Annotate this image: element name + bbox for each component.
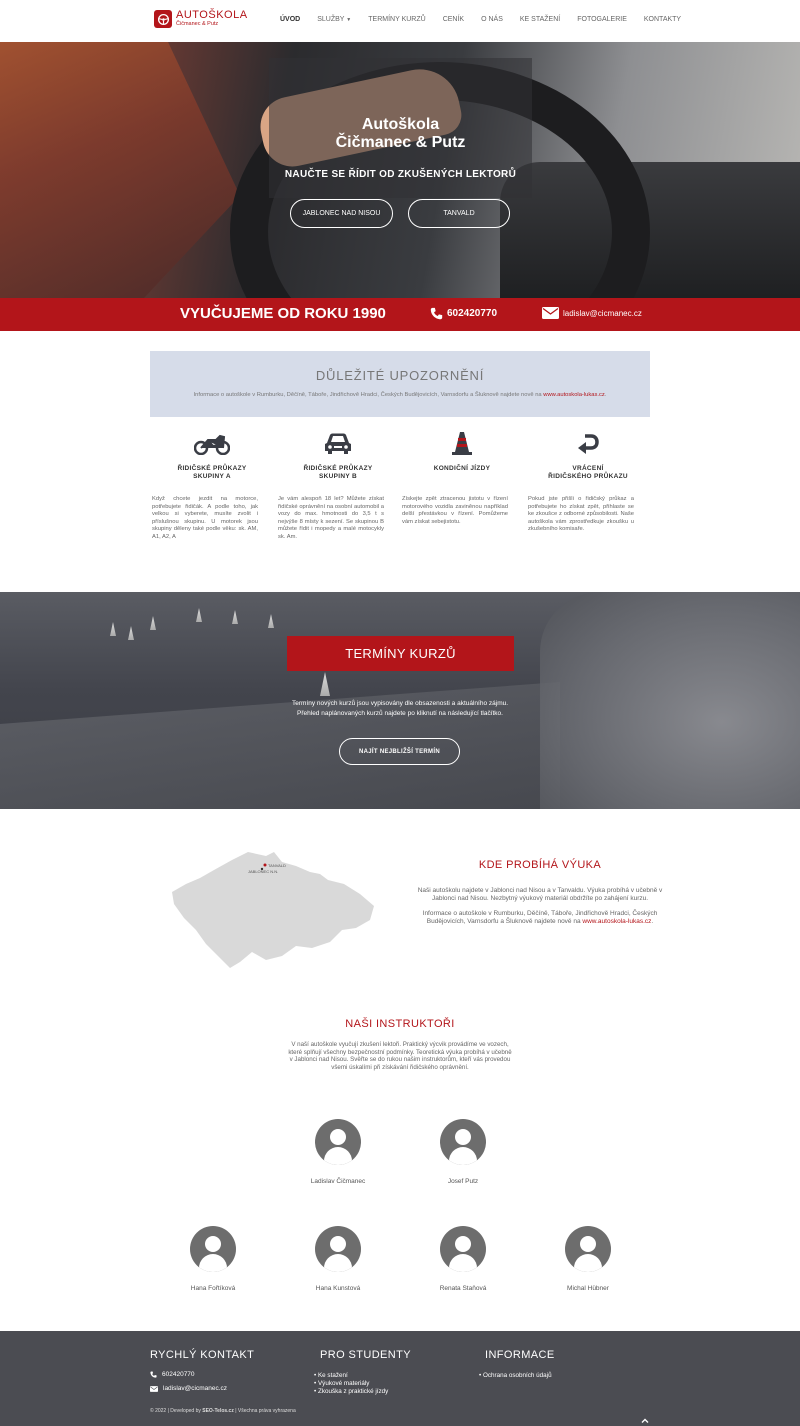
courses-photo-cone [320, 672, 330, 696]
courses-photo-cone [232, 610, 238, 624]
car-icon [318, 432, 358, 456]
location-link[interactable]: www.autoskola-lukas.cz [582, 918, 652, 925]
notice-text [150, 392, 650, 398]
hero-title-line1: Autoškola [361, 116, 440, 133]
service-vraceni-title-1: VRÁCENÍ [572, 465, 604, 472]
nav-fotogalerie[interactable]: FOTOGALERIE [577, 16, 627, 23]
tanvald-button[interactable]: TANVALD [408, 199, 510, 228]
instructor-name: Josef Putz [447, 1178, 479, 1185]
notice-link[interactable]: www.autoskola-lukas.cz [543, 392, 605, 398]
service-a-title-2: SKUPINY A [193, 473, 231, 480]
footer-link-ke-stazeni[interactable]: • Ke stažení [314, 1372, 348, 1379]
footer-contact-title: RYCHLÝ KONTAKT [150, 1349, 255, 1361]
service-b-title [292, 465, 384, 481]
service-vraceni-text: Pokud jste přišli o řidičský průkaz a potřebujete ho získat zpět, přihlaste se ke zkoušce z odborné způsobilosti. Naše autoškola vám zprostředkuje zkoušku u zkušebního komisaře. [528, 496, 634, 532]
bar-email[interactable] [542, 307, 642, 319]
location-text-1: Naši autoškolu najdete v Jablonci nad Nisou a v Tanvaldu. Výuka probíhá v učebně v Jablonci nad Nisou. Nezbytný výukový materiál obdržíte po zahájení kurzu. [417, 887, 663, 902]
footer-link-vyukove-materialy[interactable]: • Výukové materiály [314, 1380, 370, 1387]
instructor-name: Ladislav Čičmanec [310, 1178, 366, 1185]
envelope-icon [542, 307, 559, 319]
bar-phone[interactable] [430, 307, 497, 320]
notice-text-body: Informace o autoškole v Rumburku, Děčíně, Táboře, Jindřichově Hradci, Českých Budějovicích, Varnsdorfu a Šluknově najdete nově na [193, 392, 544, 398]
phone-icon [150, 1371, 157, 1378]
notice-text-end: . [604, 392, 607, 398]
hero-title-line2: Čičmanec & Putz [335, 134, 466, 151]
site-header [0, 0, 800, 42]
service-vraceni-title-2: ŘIDIČSKÉHO PRŮKAZU [548, 473, 628, 480]
instructor-card [163, 1226, 263, 1292]
instructor-card [288, 1119, 388, 1185]
since-text: VYUČUJEME OD ROKU 1990 [180, 305, 386, 322]
service-kondicni-text: Získejte zpět ztracenou jistotu v řízení motorového vozidla zaviněnou například delší přestávkou v řízení. Pomůžeme vám získat sebejistotu. [402, 496, 508, 525]
service-b-title-1: ŘIDIČSKÉ PRŮKAZY [303, 465, 373, 472]
jablonec-button[interactable]: JABLONEC NAD NISOU [290, 199, 393, 228]
instructor-name: Hana Fořtíková [190, 1285, 236, 1292]
avatar-icon [190, 1226, 236, 1272]
service-group-b [278, 432, 384, 540]
notice-box [150, 351, 650, 417]
map-label-tanvald: TANVALD [268, 863, 286, 868]
copyright-text-2: | Všechna práva vyhrazena [233, 1408, 296, 1414]
footer-link-zkouska-label: Zkouška z praktické jízdy [317, 1388, 389, 1395]
bar-phone-label: 602420770 [447, 308, 498, 319]
courses-text-2: Přehled naplánovaných kurzů najdete po kliknutí na následující tlačítko. [297, 710, 503, 717]
footer-students-title: PRO STUDENTY [320, 1349, 411, 1361]
footer-link-ke-stazeni-label: Ke stažení [317, 1372, 348, 1379]
courses-photo-cone [196, 608, 202, 622]
traffic-cone-icon [442, 432, 482, 456]
courses-photo-cone [268, 614, 274, 628]
footer-phone[interactable] [150, 1371, 195, 1378]
footer-email-label: ladislav@cicmanec.cz [163, 1385, 228, 1392]
location-text [410, 887, 670, 926]
courses-photo-cone [110, 622, 116, 636]
service-kondicni-title [416, 465, 508, 473]
hero-title [269, 116, 532, 152]
czech-map [170, 848, 376, 968]
service-group-a [152, 432, 258, 540]
footer-link-zkouska[interactable]: • Zkouška z praktické jízdy [314, 1388, 389, 1395]
footer-phone-label: 602420770 [162, 1371, 195, 1378]
copyright-text-1: © 2022 | Developed by [150, 1408, 203, 1414]
service-a-title-1: ŘIDIČSKÉ PRŮKAZY [177, 465, 247, 472]
steering-wheel-icon [154, 10, 172, 28]
courses-text [250, 699, 550, 719]
find-course-button[interactable]: NAJÍT NEJBLIŽŠÍ TERMÍN [339, 738, 460, 765]
logo[interactable] [154, 10, 248, 28]
service-b-title-2: SKUPINY B [319, 473, 357, 480]
avatar-icon [440, 1119, 486, 1165]
main-nav [280, 16, 698, 23]
location-text-2 [410, 910, 670, 926]
bar-email-label: ladislav@cicmanec.cz [563, 308, 642, 318]
instructor-card [413, 1226, 513, 1292]
service-b-text: Je vám alespoň 18 let? Můžete získat řidičské oprávnění na osobní automobil a vozy do max. hmotnosti do 3,5 t s nejvýše 8 místy k sezení. Se skupinou B můžete řídit i mopedy a malé motocykly sk. Am. [278, 496, 384, 540]
instructor-card [413, 1119, 513, 1185]
nav-kontakty[interactable]: KONTAKTY [643, 16, 682, 23]
site-footer [0, 1331, 800, 1426]
service-vraceni-title [542, 465, 634, 481]
footer-info-title: INFORMACE [485, 1349, 555, 1361]
avatar-icon [315, 1119, 361, 1165]
envelope-icon [150, 1386, 158, 1392]
instructors-text: V naší autoškole vyučují zkušení lektoři. Praktický výcvik provádíme ve vozech, které splňují všechny bezpečnostní podmínky. Teoretická výuka probíhá v učebně v Jablonci nad Nisou. Svěřte se do rukou našim instruktorům, kteří vás provedou všemi úskalími při získávání řidičského oprávnění. [288, 1041, 512, 1072]
chevron-down-icon: ▼ [346, 17, 352, 23]
courses-title: TERMÍNY KURZŮ [287, 636, 514, 671]
nav-cenik[interactable]: CENÍK [442, 16, 465, 23]
phone-icon [430, 307, 443, 320]
motorcycle-icon [192, 432, 232, 456]
service-a-title [166, 465, 258, 481]
contact-bar [0, 298, 800, 331]
nav-o-nas[interactable]: O NÁS [481, 16, 503, 23]
footer-link-gdpr-label: Ochrana osobních údajů [482, 1372, 552, 1379]
location-text-end: . [651, 918, 654, 925]
avatar-icon [440, 1226, 486, 1272]
logo-title: AUTOŠKOLA [176, 9, 248, 22]
instructor-name: Michal Hübner [567, 1285, 609, 1292]
courses-photo-cone [128, 626, 134, 640]
hero-subtitle: NAUČTE SE ŘÍDIT OD ZKUŠENÝCH LEKTORŮ [284, 169, 517, 180]
instructor-name: Hana Kunstová [315, 1285, 361, 1292]
return-arrow-icon [568, 432, 608, 456]
location-text-2-body: Informace o autoškole v Rumburku, Děčíně, Táboře, Jindřichově Hradci, Českých Budějovicích, Varnsdorfu a Šluknově najdete nově na [422, 910, 658, 925]
scroll-top-icon[interactable] [640, 1413, 650, 1423]
instructors-title: NAŠI INSTRUKTOŘI [345, 1018, 455, 1030]
service-kondicni-title-1: KONDIČNÍ JÍZDY [433, 465, 491, 472]
instructor-card [538, 1226, 638, 1292]
nav-terminy-kurzu[interactable]: TERMÍNY KURZŮ [368, 16, 426, 23]
nav-sluzby[interactable] [317, 16, 351, 23]
footer-link-vyukove-materialy-label: Výukové materiály [317, 1380, 370, 1387]
instructor-card [288, 1226, 388, 1292]
nav-uvod[interactable]: ÚVOD [280, 16, 301, 23]
nav-ke-stazeni[interactable]: KE STAŽENÍ [519, 16, 561, 23]
footer-link-gdpr[interactable]: • Ochrana osobních údajů [479, 1372, 552, 1379]
avatar-icon [315, 1226, 361, 1272]
service-a-text: Když chcete jezdit na motorce, potřebujete řidičák. A podle toho, jak velkou si vyberete, musíte zvolit i příslušnou skupinu. U motorek jsou skupiny děleny také podle věku: sk. AM, A1, A2, A [152, 496, 258, 540]
service-group-kondicni [402, 432, 508, 525]
map-label-jablonec: JABLONEC N.N. [248, 869, 279, 874]
location-title: KDE PROBÍHÁ VÝUKA [478, 859, 602, 871]
avatar-icon [565, 1226, 611, 1272]
footer-email[interactable] [150, 1385, 227, 1392]
notice-title: DŮLEŽITÉ UPOZORNĚNÍ [315, 368, 485, 383]
courses-text-1: Termíny nových kurzů jsou vypisovány dle obsazenosti a aktuálního zájmu. [291, 700, 509, 707]
service-group-vraceni [528, 432, 634, 532]
instructor-name: Renata Staňová [439, 1285, 487, 1292]
logo-subtitle: Čičmanec & Putz [176, 21, 219, 28]
hero-photo-arm [0, 42, 240, 298]
nav-sluzby-label: SLUŽBY [317, 16, 345, 23]
courses-photo-car [540, 592, 800, 809]
copyright [150, 1408, 296, 1414]
developer-link[interactable]: SEO-Telos.cz [202, 1408, 234, 1414]
courses-photo-cone [150, 616, 156, 630]
